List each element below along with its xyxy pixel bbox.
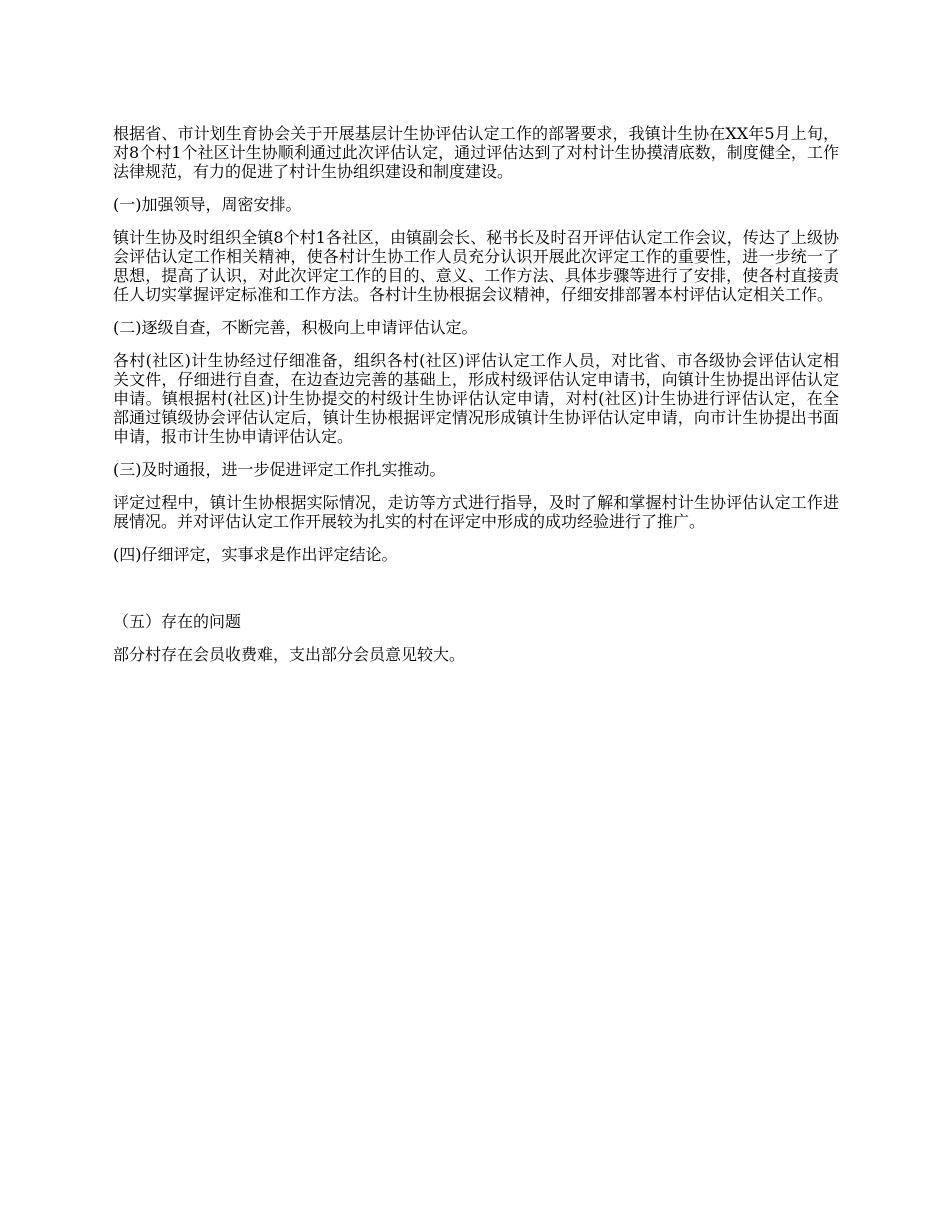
blank-gap — [113, 578, 839, 612]
section-3-heading: (三)及时通报，进一步促进评定工作扎实推动。 — [113, 460, 446, 479]
section-1-body: 镇计生协及时组织全镇8个村1各社区，由镇副会长、秘书长及时召开评估认定工作会议，传达了上级协会评估认定工作相关精神，使各村计生协工作人员充分认识开展此次评定工作的重要性，进一步统一了思想，提高了认识，对此次评定工作的目的、意义、工作方法、具体步骤等进行了安排，使各村直接责任人切实掌握评定标准和工作方法。各村计生协根据会议精神，仔细安排部署本村评估认定相关工作。 — [113, 228, 839, 304]
document-page — [113, 124, 839, 678]
section-1-heading: (一)加强领导，周密安排。 — [113, 195, 302, 214]
section-5-body: 部分村存在会员收费难，支出部分会员意见较大。 — [113, 645, 466, 664]
section-5-heading: （五）存在的问题 — [113, 612, 242, 631]
section-4-heading: (四)仔细评定，实事求是作出评定结论。 — [113, 545, 398, 564]
intro-paragraph: 根据省、市计划生育协会关于开展基层计生协评估认定工作的部署要求，我镇计生协在XX年5月上旬，对8个村1个社区计生协顺利通过此次评估认定，通过评估达到了对村计生协摸清底数，制度健全，工作法律规范，有力的促进了村计生协组织建设和制度建设。 — [113, 124, 839, 181]
section-2-heading: (二)逐级自查，不断完善，积极向上申请评估认定。 — [113, 318, 478, 337]
section-2-body: 各村(社区)计生协经过仔细准备，组织各村(社区)评估认定工作人员，对比省、市各级协会评估认定相关文件，仔细进行自查，在边查边完善的基础上，形成村级评估认定申请书，向镇计生协提出评估认定申请。镇根据村(社区)计生协提交的村级计生协评估认定申请，对村(社区)计生协进行评估认定，在全部通过镇级协会评估认定后，镇计生协根据评定情况形成镇计生协评估认定申请，向市计生协提出书面申请，报市计生协申请评估认定。 — [113, 351, 839, 446]
section-3-body: 评定过程中，镇计生协根据实际情况，走访等方式进行指导，及时了解和掌握村计生协评估认定工作进展情况。并对评估认定工作开展较为扎实的村在评定中形成的成功经验进行了推广。 — [113, 493, 839, 531]
